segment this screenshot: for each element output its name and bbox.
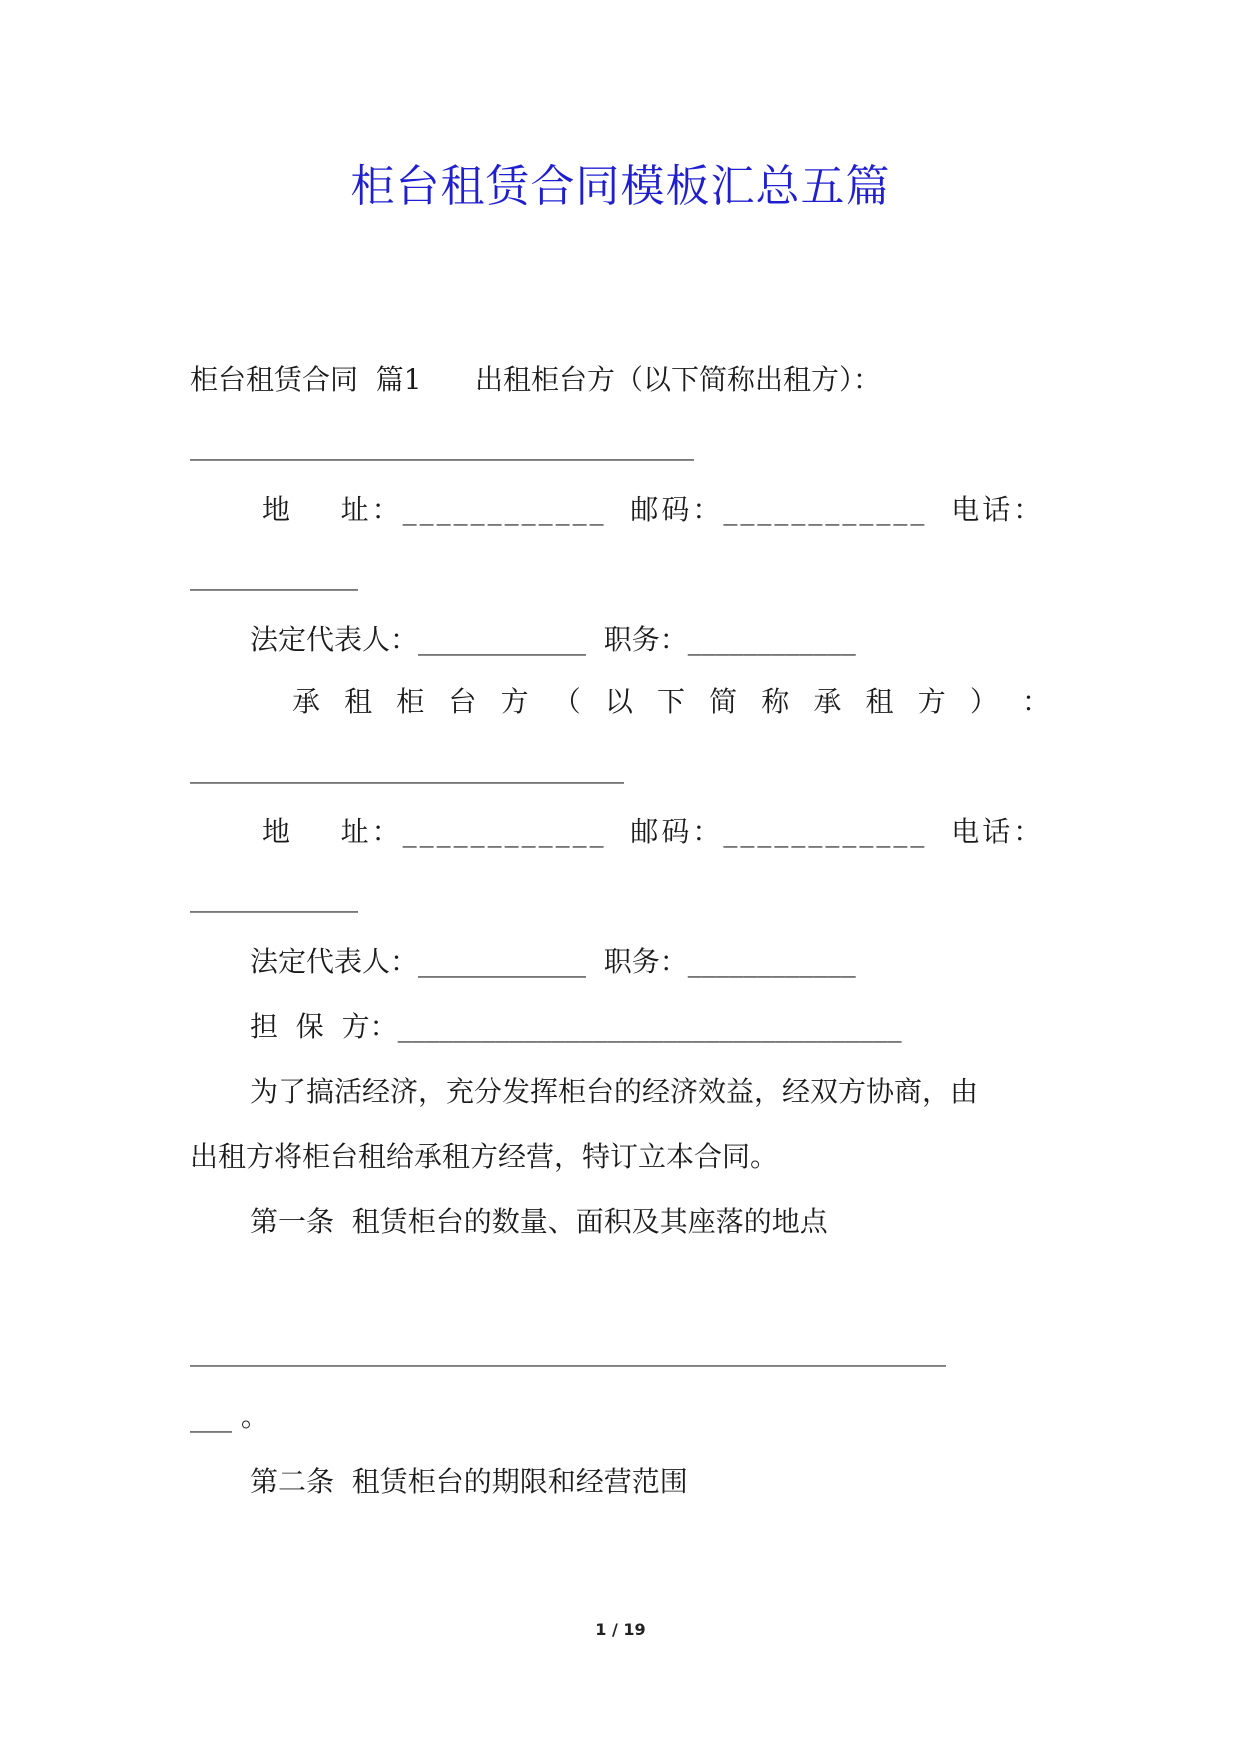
lessee-heading-char: ） [969,685,998,718]
lessee-name-blank: _______________________________ [190,751,624,784]
lessee-heading-char: 简 [709,685,738,718]
guarantor-line: 担 保 方：____________________________________ [250,1010,902,1043]
lessee-heading-char: ： [1021,685,1050,718]
paragraph-intro-line2: 出租方将柜台租给承租方经营，特订立本合同。 [190,1140,779,1173]
document-title: 柜台租赁合同模板汇总五篇 [350,161,891,212]
article-2-heading: 第二条 租赁柜台的期限和经营范围 [250,1465,688,1498]
lessee-heading-char: 方 [917,685,946,718]
lessee-heading-char: 租 [865,685,894,718]
lessee-heading [292,682,1050,722]
lessee-heading-char: 承 [292,685,321,718]
lessor-address-line: 地 址：____________ 邮码：____________ 电话： [262,493,1045,526]
lessee-heading-char: 下 [656,685,685,718]
lessee-heading-char: 承 [813,685,842,718]
lessee-heading-char: 以 [604,685,633,718]
lessee-heading-char: 称 [761,685,790,718]
article-1-blank-end: ___ 。 [190,1400,269,1433]
page-number: 1 / 19 [595,1620,646,1639]
lessor-name-blank: ____________________________________ [190,428,694,461]
article-1-blank: ________________________________________________________ [190,1336,946,1367]
article-1-heading: 第一条 租赁柜台的数量、面积及其座落的地点 [250,1205,828,1238]
lessee-heading-char: 租 [344,685,373,718]
lessee-heading-char: 台 [448,685,477,718]
lessee-address-line: 地 址：____________ 邮码：____________ 电话： [262,815,1045,848]
contract-heading-lessor: 柜台租赁合同 篇1 出租柜台方（以下简称出租方）： [190,363,882,396]
lessee-heading-char: 柜 [396,685,425,718]
lessee-heading-char: （ [552,685,581,718]
paragraph-intro-line1: 为了搞活经济，充分发挥柜台的经济效益，经双方协商，由 [250,1075,979,1108]
lessee-heading-char: 方 [500,685,529,718]
lessor-phone-blank: ____________ [190,558,358,591]
lessor-representative-line: 法定代表人：____________ 职务：____________ [250,623,856,656]
lessee-representative-line: 法定代表人：____________ 职务：____________ [250,945,856,978]
lessee-phone-blank: ____________ [190,880,358,913]
